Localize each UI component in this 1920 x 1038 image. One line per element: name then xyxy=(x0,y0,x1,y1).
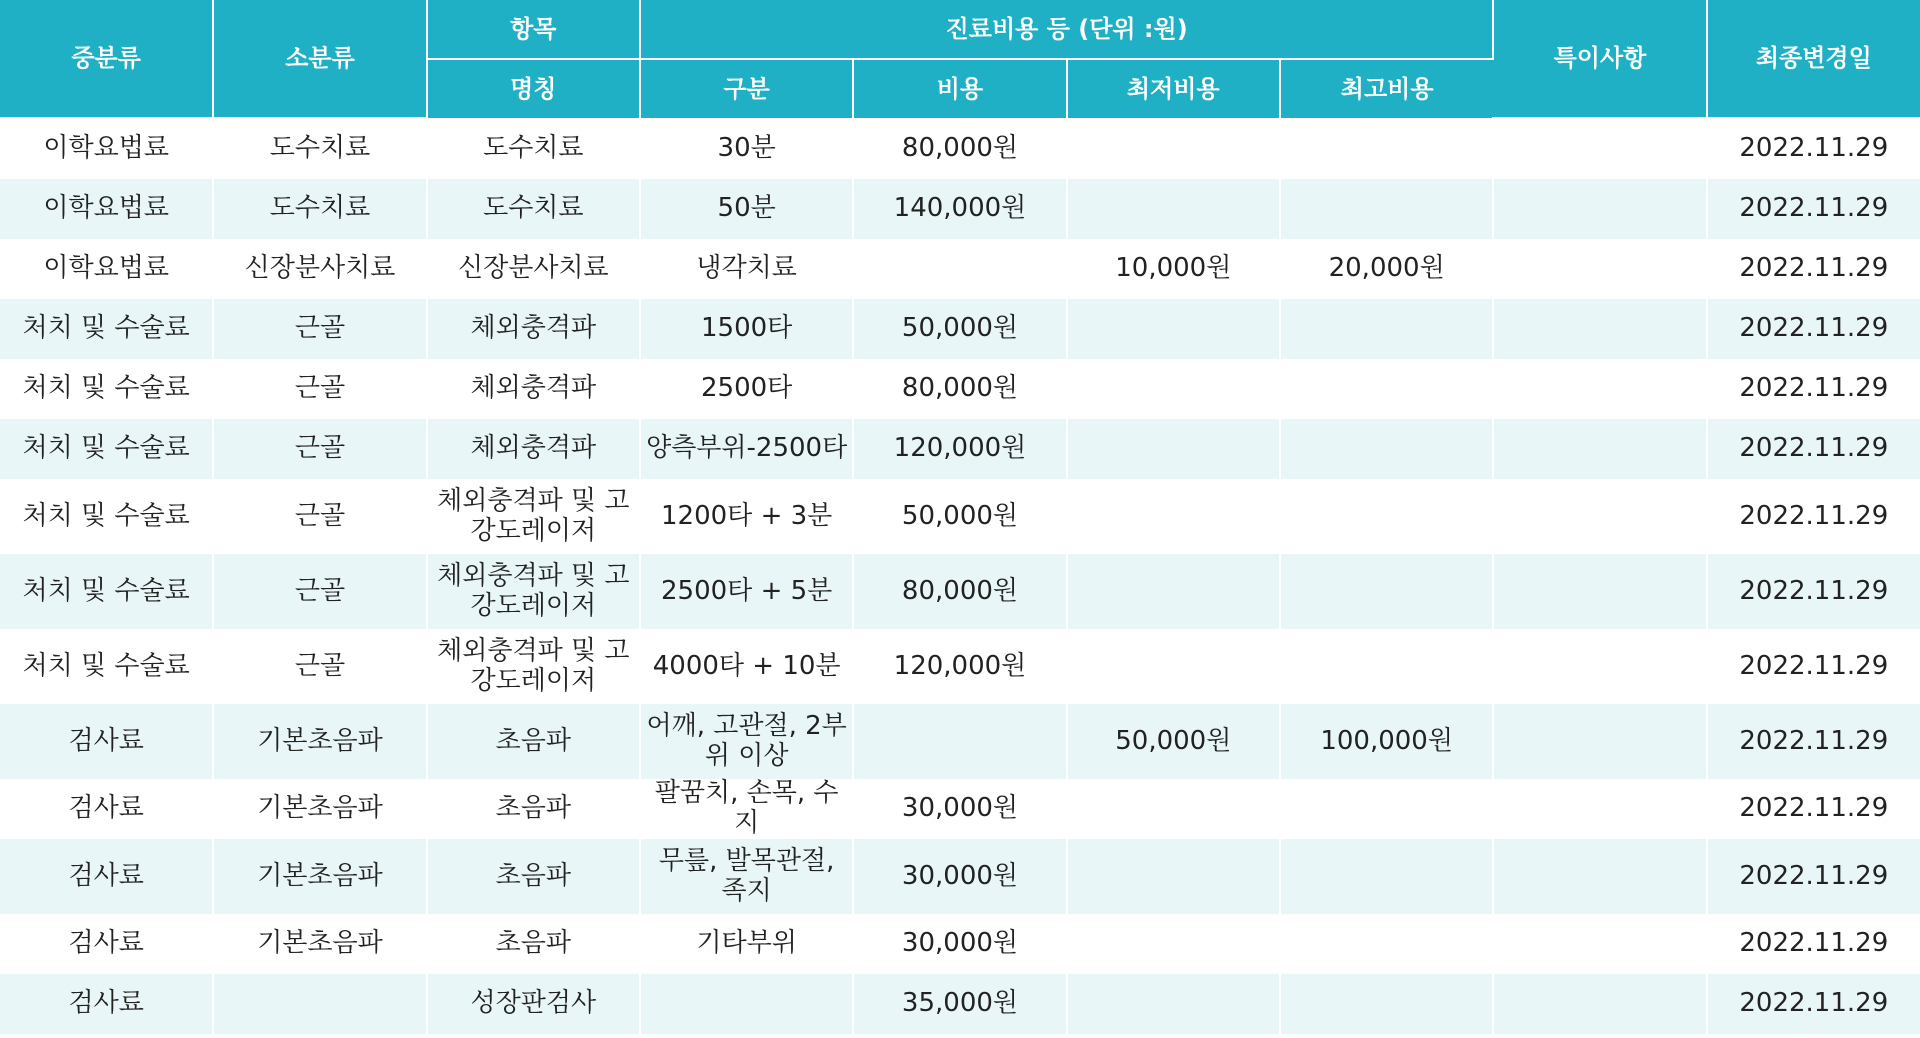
cell-cost: 30,000원 xyxy=(853,779,1066,839)
cell-division: 30분 xyxy=(640,118,853,179)
table-row xyxy=(0,359,1920,419)
table-row xyxy=(0,974,1920,1034)
cell-category-mid: 검사료 xyxy=(0,779,213,839)
cell-notes xyxy=(1493,479,1706,554)
table-row xyxy=(0,629,1920,704)
cell-max-cost xyxy=(1280,479,1493,554)
cell-division: 4000타 + 10분 xyxy=(640,629,853,704)
cell-notes xyxy=(1493,974,1706,1034)
cell-category-sub: 근골 xyxy=(213,359,426,419)
cell-category-sub: 기본초음파 xyxy=(213,779,426,839)
cell-cost: 140,000원 xyxy=(853,179,1066,239)
cell-category-sub: 신장분사치료 xyxy=(213,239,426,299)
cell-category-sub: 근골 xyxy=(213,554,426,629)
cell-last-modified: 2022.11.29 xyxy=(1707,974,1920,1034)
table-row xyxy=(0,839,1920,914)
cell-notes xyxy=(1493,779,1706,839)
table-row xyxy=(0,479,1920,554)
header-division: 구분 xyxy=(640,59,853,118)
table-row xyxy=(0,118,1920,179)
cell-item-name: 도수치료 xyxy=(427,179,640,239)
cell-division xyxy=(640,974,853,1034)
table-row xyxy=(0,704,1920,779)
cell-notes xyxy=(1493,914,1706,974)
cell-category-mid: 이학요법료 xyxy=(0,179,213,239)
table-row xyxy=(0,239,1920,299)
cell-max-cost: 20,000원 xyxy=(1280,239,1493,299)
cell-notes xyxy=(1493,179,1706,239)
cell-max-cost xyxy=(1280,299,1493,359)
cell-cost xyxy=(853,704,1066,779)
cell-max-cost xyxy=(1280,839,1493,914)
cell-notes xyxy=(1493,359,1706,419)
cell-item-name: 체외충격파 xyxy=(427,419,640,479)
cell-category-sub: 기본초음파 xyxy=(213,839,426,914)
cell-min-cost xyxy=(1067,779,1280,839)
table-row xyxy=(0,779,1920,839)
header-category-sub: 소분류 xyxy=(213,0,426,118)
cell-min-cost xyxy=(1067,839,1280,914)
cell-category-mid: 검사료 xyxy=(0,914,213,974)
cell-category-mid: 이학요법료 xyxy=(0,118,213,179)
cell-division: 2500타 + 5분 xyxy=(640,554,853,629)
cell-division: 팔꿈치, 손목, 수지 xyxy=(640,779,853,839)
cell-division: 어깨, 고관절, 2부위 이상 xyxy=(640,704,853,779)
cell-category-mid: 검사료 xyxy=(0,704,213,779)
cell-last-modified: 2022.11.29 xyxy=(1707,419,1920,479)
table-row xyxy=(0,179,1920,239)
cell-notes xyxy=(1493,704,1706,779)
cell-division: 냉각치료 xyxy=(640,239,853,299)
header-max-cost: 최고비용 xyxy=(1280,59,1493,118)
cell-max-cost xyxy=(1280,359,1493,419)
cell-item-name: 도수치료 xyxy=(427,118,640,179)
cell-notes xyxy=(1493,239,1706,299)
cell-category-mid: 이학요법료 xyxy=(0,239,213,299)
cell-min-cost xyxy=(1067,179,1280,239)
cell-division: 양측부위-2500타 xyxy=(640,419,853,479)
cell-last-modified: 2022.11.29 xyxy=(1707,704,1920,779)
cell-max-cost xyxy=(1280,914,1493,974)
header-notes: 특이사항 xyxy=(1493,0,1706,118)
cell-min-cost xyxy=(1067,118,1280,179)
cell-category-sub: 도수치료 xyxy=(213,118,426,179)
cell-last-modified: 2022.11.29 xyxy=(1707,839,1920,914)
cell-item-name: 초음파 xyxy=(427,839,640,914)
cell-division: 무릎, 발목관절, 족지 xyxy=(640,839,853,914)
table-body xyxy=(0,118,1920,1034)
cell-category-mid: 처치 및 수술료 xyxy=(0,629,213,704)
header-cost-group: 진료비용 등 (단위 :원) xyxy=(640,0,1493,59)
cell-cost: 50,000원 xyxy=(853,479,1066,554)
cell-min-cost xyxy=(1067,419,1280,479)
cell-cost: 120,000원 xyxy=(853,629,1066,704)
cell-division: 1500타 xyxy=(640,299,853,359)
cell-category-mid: 검사료 xyxy=(0,974,213,1034)
cell-last-modified: 2022.11.29 xyxy=(1707,179,1920,239)
header-cost: 비용 xyxy=(853,59,1066,118)
cell-category-mid: 처치 및 수술료 xyxy=(0,479,213,554)
cell-category-sub: 근골 xyxy=(213,299,426,359)
cell-last-modified: 2022.11.29 xyxy=(1707,479,1920,554)
cell-last-modified: 2022.11.29 xyxy=(1707,239,1920,299)
cell-item-name: 체외충격파 및 고강도레이저 xyxy=(427,479,640,554)
cell-division: 50분 xyxy=(640,179,853,239)
table-row xyxy=(0,419,1920,479)
cell-category-mid: 처치 및 수술료 xyxy=(0,359,213,419)
cell-category-mid: 처치 및 수술료 xyxy=(0,299,213,359)
table-header xyxy=(0,0,1920,118)
cell-category-sub: 도수치료 xyxy=(213,179,426,239)
cell-min-cost xyxy=(1067,299,1280,359)
cell-max-cost xyxy=(1280,554,1493,629)
cell-cost: 80,000원 xyxy=(853,118,1066,179)
cell-item-name: 초음파 xyxy=(427,704,640,779)
cell-item-name: 초음파 xyxy=(427,779,640,839)
cell-category-mid: 처치 및 수술료 xyxy=(0,419,213,479)
cell-cost: 80,000원 xyxy=(853,554,1066,629)
cell-category-sub: 근골 xyxy=(213,479,426,554)
cell-last-modified: 2022.11.29 xyxy=(1707,118,1920,179)
header-item: 항목 xyxy=(427,0,640,59)
header-category-mid: 중분류 xyxy=(0,0,213,118)
cell-min-cost xyxy=(1067,359,1280,419)
cell-division: 2500타 xyxy=(640,359,853,419)
cell-cost: 30,000원 xyxy=(853,839,1066,914)
cell-cost: 50,000원 xyxy=(853,299,1066,359)
cell-item-name: 체외충격파 xyxy=(427,359,640,419)
cell-max-cost: 100,000원 xyxy=(1280,704,1493,779)
cell-item-name: 신장분사치료 xyxy=(427,239,640,299)
cell-notes xyxy=(1493,419,1706,479)
cell-item-name: 성장판검사 xyxy=(427,974,640,1034)
cell-max-cost xyxy=(1280,779,1493,839)
cell-item-name: 체외충격파 및 고강도레이저 xyxy=(427,554,640,629)
table-row xyxy=(0,554,1920,629)
cell-cost: 30,000원 xyxy=(853,914,1066,974)
cell-cost xyxy=(853,239,1066,299)
cell-cost: 35,000원 xyxy=(853,974,1066,1034)
cell-min-cost: 10,000원 xyxy=(1067,239,1280,299)
cell-notes xyxy=(1493,554,1706,629)
cell-max-cost xyxy=(1280,629,1493,704)
cell-item-name: 체외충격파 xyxy=(427,299,640,359)
cell-item-name: 초음파 xyxy=(427,914,640,974)
cell-division: 1200타 + 3분 xyxy=(640,479,853,554)
cell-last-modified: 2022.11.29 xyxy=(1707,554,1920,629)
cell-last-modified: 2022.11.29 xyxy=(1707,629,1920,704)
cell-category-sub: 기본초음파 xyxy=(213,704,426,779)
cell-notes xyxy=(1493,299,1706,359)
cell-category-sub: 근골 xyxy=(213,419,426,479)
cell-notes xyxy=(1493,629,1706,704)
cell-category-sub: 근골 xyxy=(213,629,426,704)
cell-division: 기타부위 xyxy=(640,914,853,974)
cell-notes xyxy=(1493,118,1706,179)
cell-max-cost xyxy=(1280,179,1493,239)
table-row xyxy=(0,299,1920,359)
cell-min-cost xyxy=(1067,974,1280,1034)
cell-notes xyxy=(1493,839,1706,914)
cell-max-cost xyxy=(1280,118,1493,179)
cell-min-cost: 50,000원 xyxy=(1067,704,1280,779)
cell-cost: 80,000원 xyxy=(853,359,1066,419)
cell-min-cost xyxy=(1067,914,1280,974)
cell-last-modified: 2022.11.29 xyxy=(1707,299,1920,359)
cell-last-modified: 2022.11.29 xyxy=(1707,779,1920,839)
cell-item-name: 체외충격파 및 고강도레이저 xyxy=(427,629,640,704)
header-item-name: 명칭 xyxy=(427,59,640,118)
cell-cost: 120,000원 xyxy=(853,419,1066,479)
cell-category-mid: 검사료 xyxy=(0,839,213,914)
header-last-modified: 최종변경일 xyxy=(1707,0,1920,118)
table-row xyxy=(0,914,1920,974)
cell-last-modified: 2022.11.29 xyxy=(1707,359,1920,419)
header-min-cost: 최저비용 xyxy=(1067,59,1280,118)
cell-min-cost xyxy=(1067,554,1280,629)
cell-max-cost xyxy=(1280,419,1493,479)
cell-category-sub xyxy=(213,974,426,1034)
cell-category-mid: 처치 및 수술료 xyxy=(0,554,213,629)
cell-max-cost xyxy=(1280,974,1493,1034)
cell-category-sub: 기본초음파 xyxy=(213,914,426,974)
cell-min-cost xyxy=(1067,479,1280,554)
cell-last-modified: 2022.11.29 xyxy=(1707,914,1920,974)
cell-min-cost xyxy=(1067,629,1280,704)
